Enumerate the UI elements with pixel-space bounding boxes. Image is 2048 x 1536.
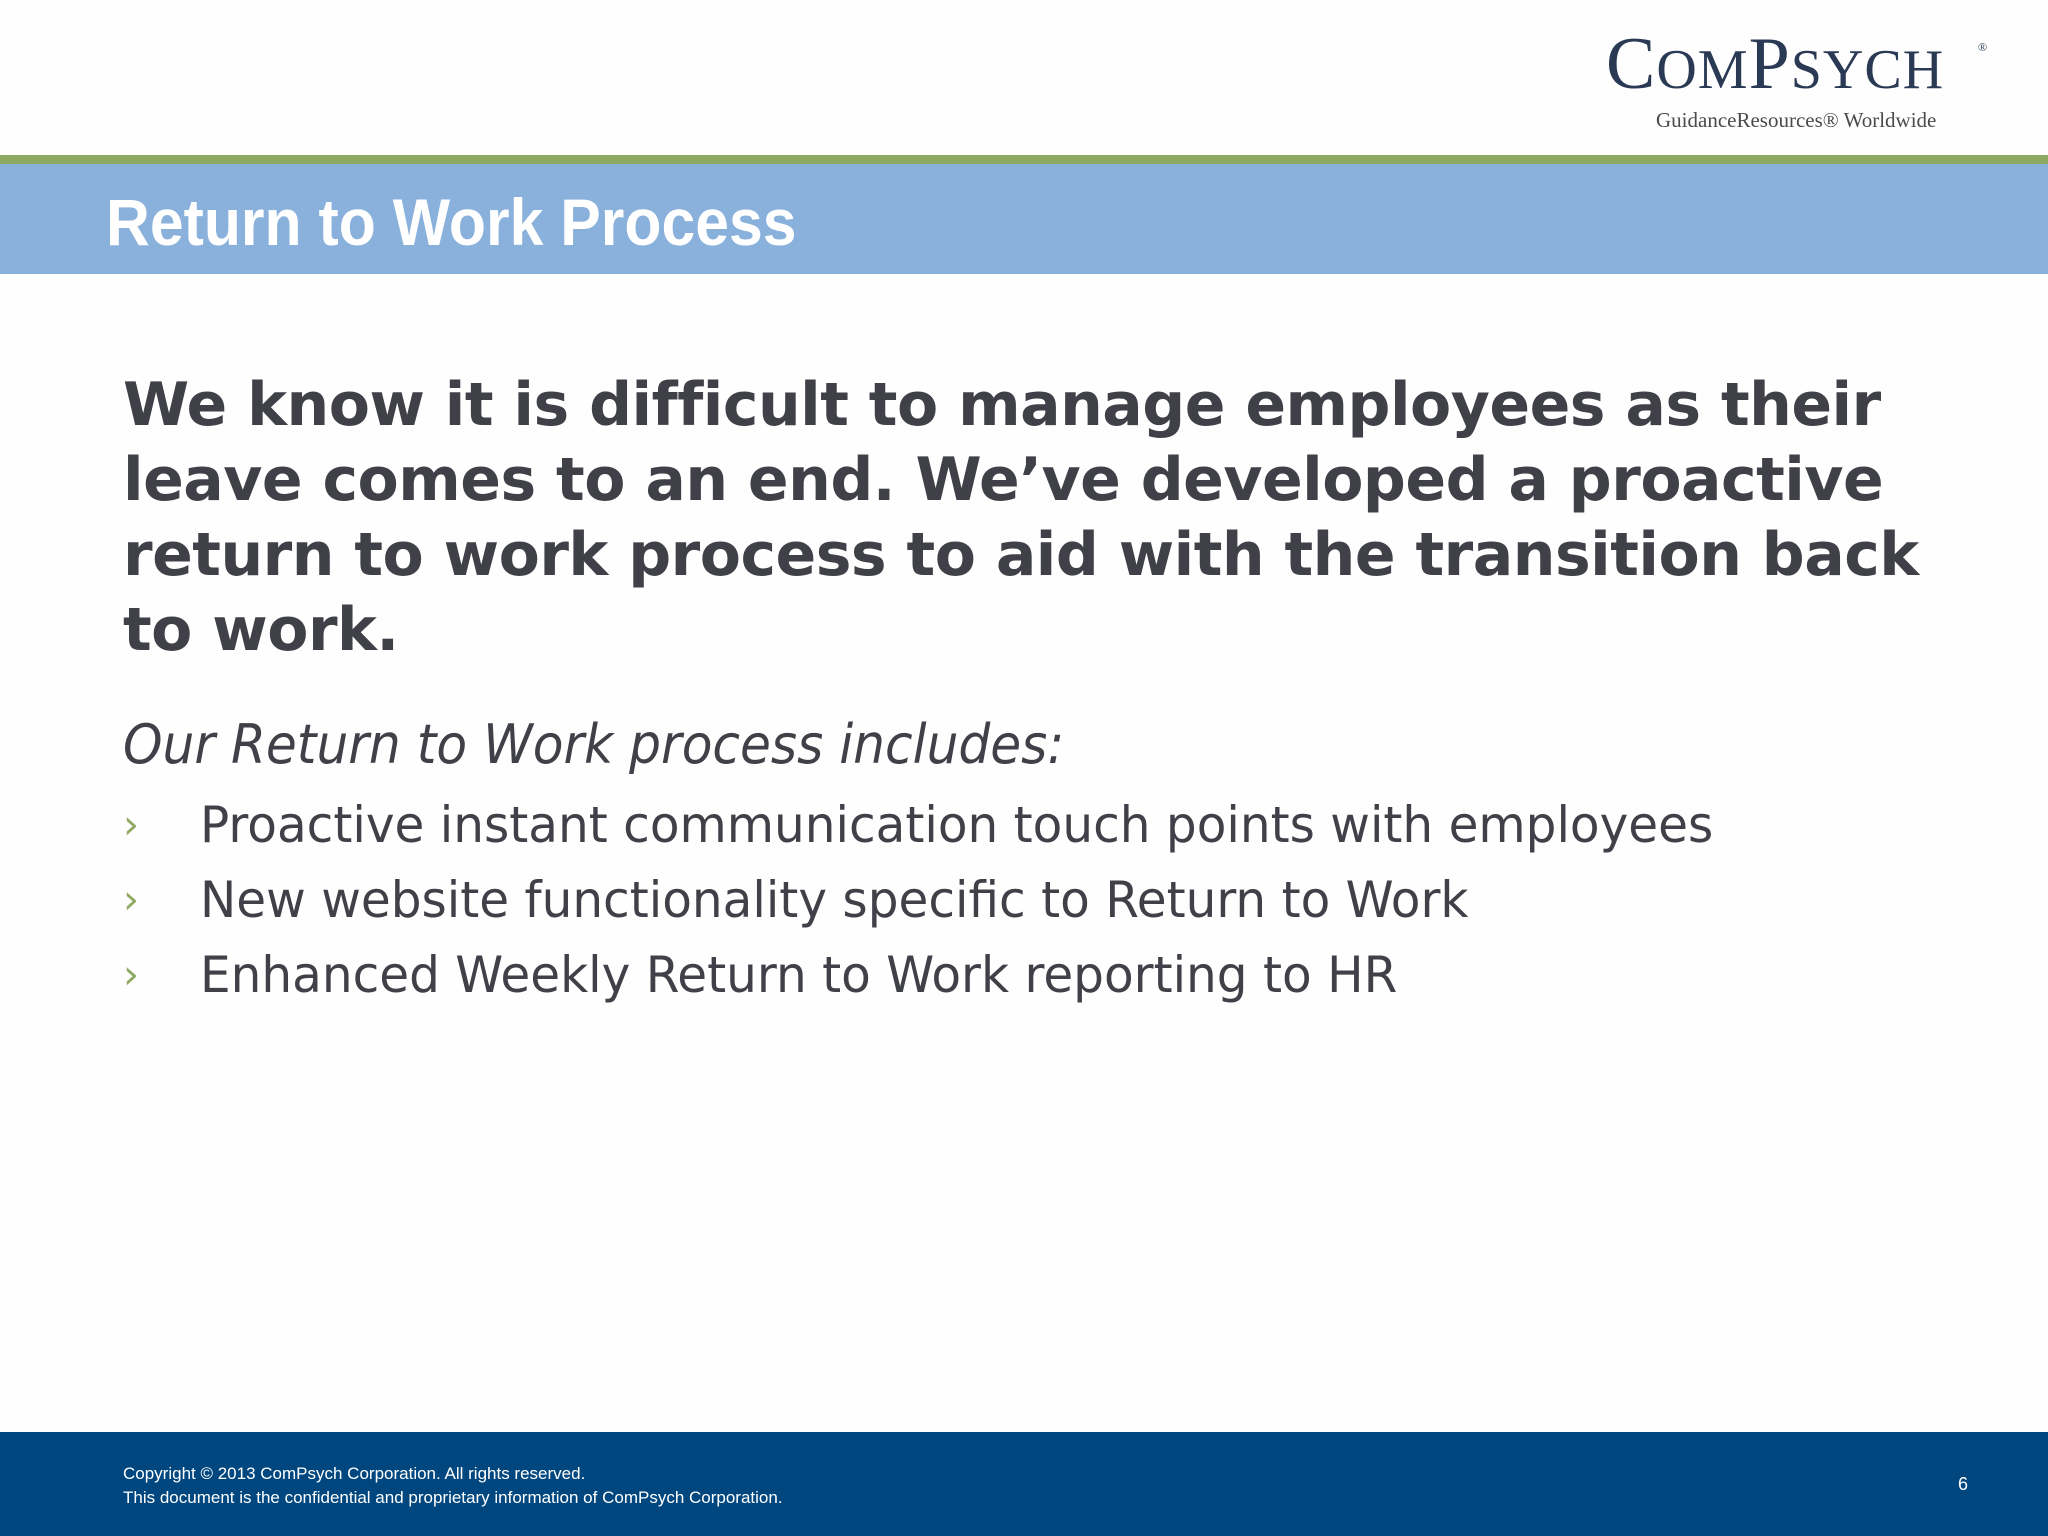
header-green-rule [0,155,2048,164]
slide-title: Return to Work Process [106,185,797,259]
intro-line: to work. [123,595,399,665]
intro-paragraph [123,368,1953,668]
confidential-notice: This document is the confidential and proprietary information of ComPsych Corporation. [123,1488,783,1507]
chevron-right-icon: › [123,877,139,923]
logo-letters-sych: SYCH [1790,39,1945,101]
page-number: 6 [1957,1474,1968,1494]
bullet-text: New website functionality specific to Return to Work [200,871,1469,929]
logo-letter-c: C [1606,23,1657,105]
logo-letters-om: OM [1656,39,1749,101]
chevron-right-icon: › [123,952,139,998]
logo-wordmark [1606,24,1944,110]
footer-legal [123,1462,783,1510]
footer-bar [0,1432,2048,1536]
bullet-text: Enhanced Weekly Return to Work reporting to HR [200,946,1398,1004]
intro-line: return to work process to aid with the transition back [123,520,1919,590]
logo-tagline: GuidanceResources® Worldwide [1656,108,1937,132]
intro-line: We know it is difficult to manage employees as their [123,370,1881,440]
compsych-logo [1600,22,1990,132]
chevron-right-icon: › [123,802,139,848]
logo-registered-mark: ® [1978,40,1988,54]
logo-letter-p: P [1748,23,1791,105]
title-bar [0,164,2048,274]
copyright-text: Copyright © 2013 ComPsych Corporation. All rights reserved. [123,1464,586,1483]
bullet-text: Proactive instant communication touch points with employees [200,796,1714,854]
process-subheading: Our Return to Work process includes: [123,713,1065,776]
intro-line: leave comes to an end. We’ve developed a proactive [123,445,1884,515]
